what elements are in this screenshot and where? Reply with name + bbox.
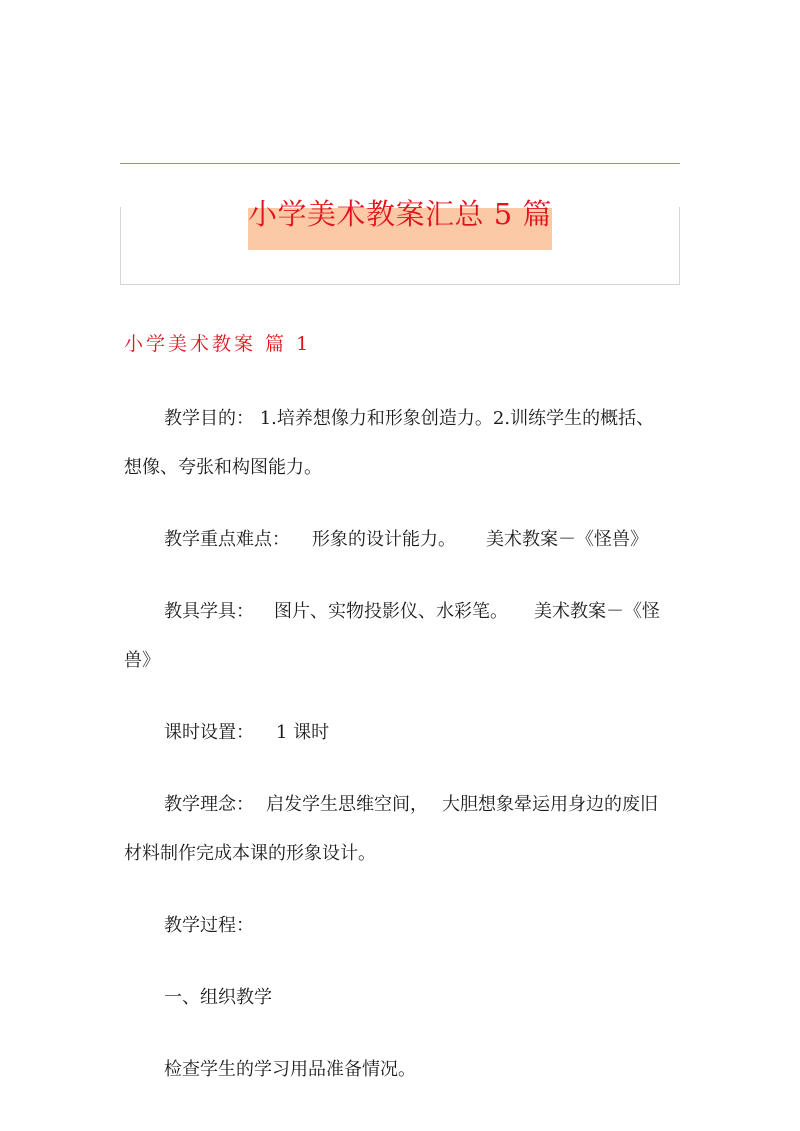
concept-text-2: 大胆想象晕运用身边的废旧: [442, 794, 658, 815]
step-1-text: 检查学生的学习用品准备情况。: [164, 1059, 416, 1080]
document-title: 小学美术教案汇总 5 篇: [248, 197, 552, 231]
paragraph-period: [124, 706, 680, 760]
tools-text: 图片、实物投影仪、水彩笔。: [274, 601, 508, 622]
section-heading: 小学美术教案 篇 1: [124, 333, 312, 355]
key-label: 教学重点难点：: [164, 529, 290, 550]
paragraph-goal-cont: [124, 441, 680, 495]
step-1-heading: 一、组织教学: [164, 987, 272, 1008]
paragraph-tools: [124, 585, 680, 639]
period-text: 1 课时: [276, 722, 330, 743]
paragraph-step-1-text: [124, 1043, 680, 1097]
concept-label: 教学理念：: [164, 794, 254, 815]
goal-line-1: 教学目的： 1.培养想像力和形象创造力。2.训练学生的概括、: [164, 408, 655, 429]
key-text: 形象的设计能力。: [312, 529, 456, 550]
process-heading: 教学过程：: [164, 915, 254, 936]
tools-ref-cont: 兽》: [124, 650, 160, 671]
paragraph-goal: [124, 392, 680, 446]
period-label: 课时设置：: [164, 722, 254, 743]
concept-text-1: 启发学生思维空间，: [266, 794, 428, 815]
paragraph-tools-cont: [124, 634, 680, 688]
tools-label: 教具学具：: [164, 601, 254, 622]
paragraph-concept-cont: [124, 827, 680, 881]
paragraph-key-points: [124, 513, 680, 567]
header-rule: [120, 163, 680, 164]
goal-line-2: 想像、夸张和构图能力。: [124, 457, 322, 478]
paragraph-concept: [124, 778, 680, 832]
concept-cont: 材料制作完成本课的形象设计。: [124, 843, 376, 864]
paragraph-step-1: [124, 971, 680, 1025]
key-ref: 美术教案－《怪兽》: [486, 529, 648, 550]
tools-ref: 美术教案－《怪: [534, 601, 660, 622]
paragraph-process: [124, 899, 680, 953]
